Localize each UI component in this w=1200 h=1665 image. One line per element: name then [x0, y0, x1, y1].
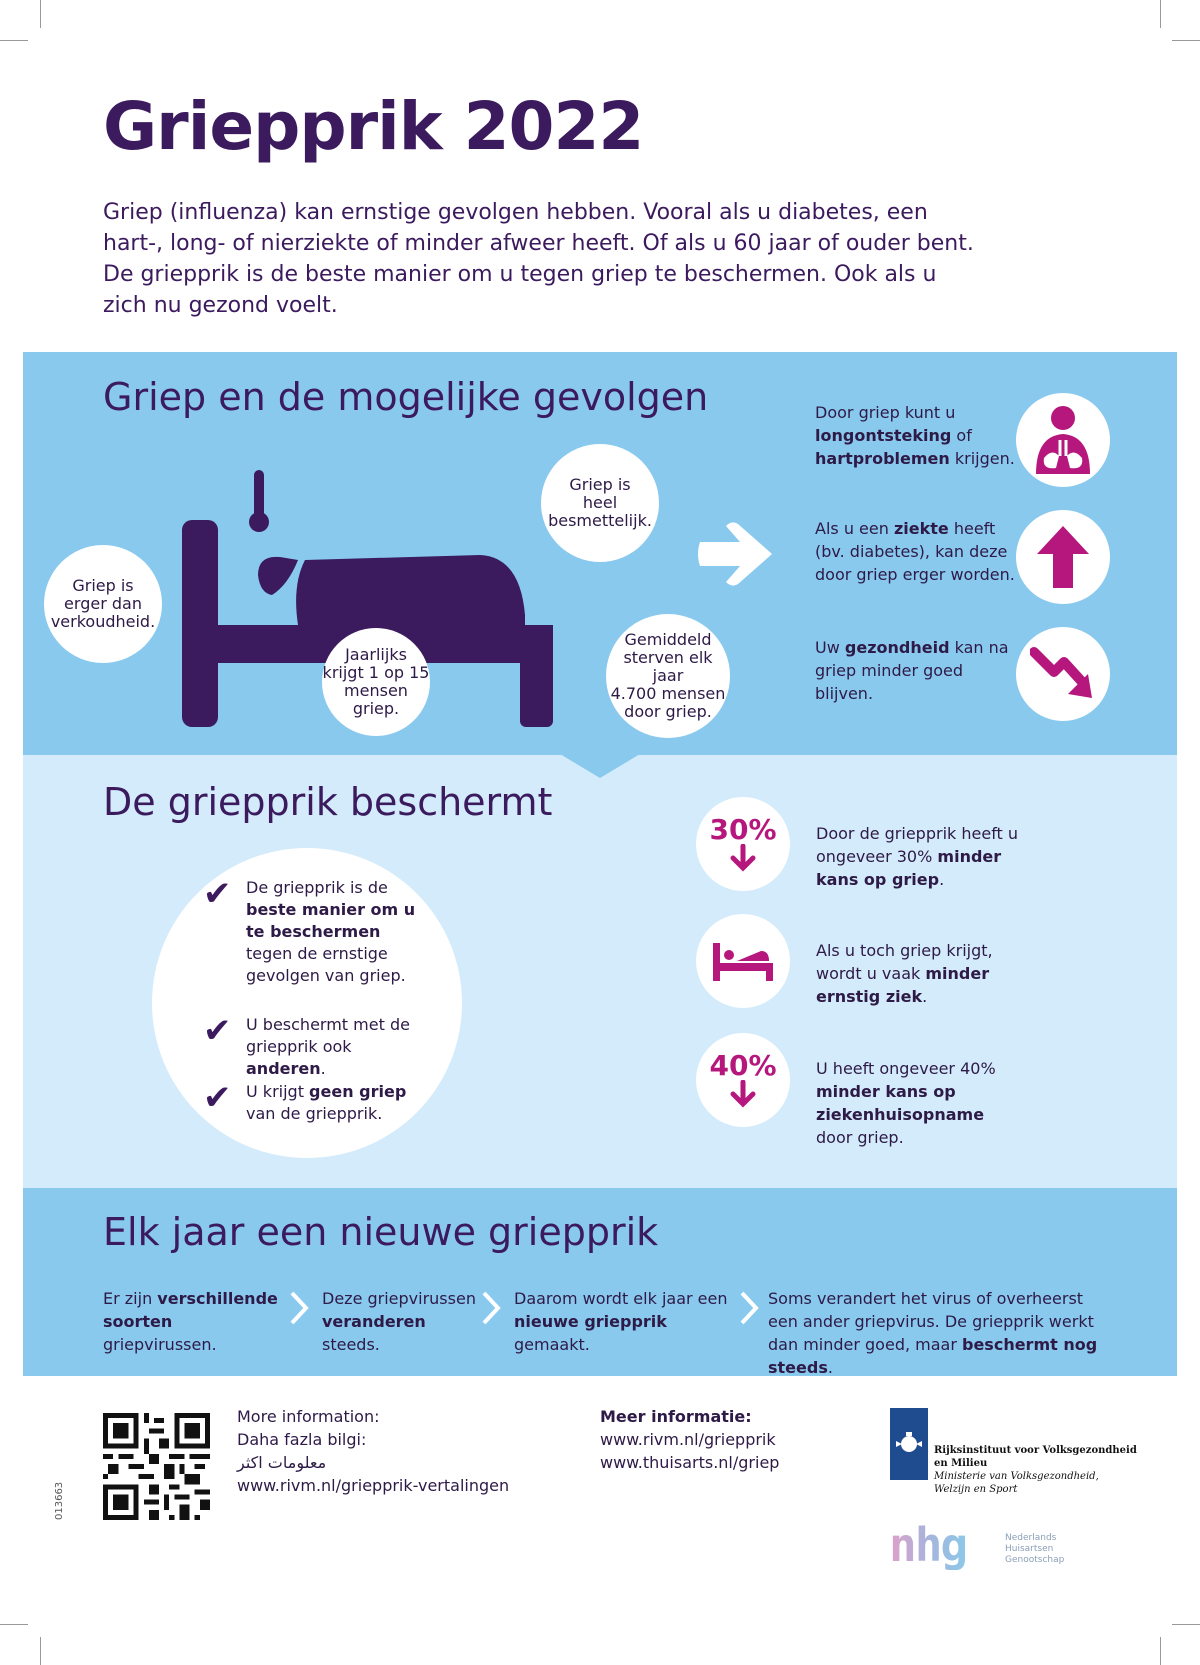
rijkswapen-icon: [894, 1431, 924, 1457]
text-longontsteking: Door griep kunt u longontsteking of hartproblemen krijgen.: [815, 403, 1015, 468]
check-icon: ✔: [203, 1011, 232, 1051]
circle-sterven: Gemiddeld sterven elk jaar 4.700 mensen door griep.: [606, 614, 730, 738]
more-info-block: More information: Daha fazla bilgi: معلومات اكثر www.rivm.nl/griepprik-vertalingen: [237, 1405, 537, 1497]
crop-mark: [0, 40, 28, 41]
section-title-beschermt: De griepprik beschermt: [103, 780, 553, 824]
chevron-right-icon: [288, 1290, 310, 1326]
text-40-percent: U heeft ongeveer 40% minder kans op ziekenhuisopname door griep.: [816, 1059, 996, 1147]
circle-erger: Griep is erger dan verkoudheid.: [44, 545, 162, 663]
crop-mark: [40, 0, 41, 28]
text-gezondheid: Uw gezondheid kan na griep minder goed blijven.: [815, 638, 1009, 703]
step-3: Daarom wordt elk jaar een nieuwe griepprik gemaakt.: [514, 1289, 728, 1354]
crop-mark: [1160, 0, 1161, 28]
circle-besmettelijk: Griep is heel besmettelijk.: [541, 444, 659, 562]
check-text-beste: De griepprik is de beste manier om u te beschermen tegen de ernstige gevolgen van griep.: [246, 878, 416, 985]
crop-mark: [1160, 1637, 1161, 1665]
lungs-icon: [1016, 393, 1110, 487]
circle-jaarlijks: Jaarlijks krijgt 1 op 15 mensen griep.: [322, 628, 430, 736]
chevron-right-icon: [738, 1290, 760, 1326]
check-icon: ✔: [203, 1078, 232, 1118]
text-minder-ziek: Als u toch griep krijgt, wordt u vaak minder ernstig ziek.: [816, 941, 993, 1006]
check-icon: ✔: [203, 874, 232, 914]
crop-mark: [0, 1624, 28, 1625]
pointer-triangle: [560, 754, 640, 780]
step-4: Soms verandert het virus of overheerst een ander griepvirus. De griepprik werkt dan minder goed, maar beschermt nog steeds.: [768, 1289, 1098, 1377]
check-text-geen-griep: U krijgt geen griep van de griepprik.: [246, 1082, 407, 1123]
bed-icon: [696, 914, 790, 1008]
qr-code-icon[interactable]: [103, 1413, 210, 1520]
section-title-gevolgen: Griep en de mogelijke gevolgen: [103, 375, 709, 419]
arrow-down-icon: [730, 844, 756, 872]
chevron-right-icon: [480, 1290, 502, 1326]
print-code: 013663: [54, 1481, 65, 1520]
arrow-right-icon: [696, 518, 778, 590]
page-title: Griepprik 2022: [103, 88, 644, 165]
step-2: Deze griepvirussen veranderen steeds.: [322, 1289, 476, 1354]
link-vertalingen[interactable]: www.rivm.nl/griepprik-vertalingen: [237, 1476, 510, 1495]
step-1: Er zijn verschillende soorten griepvirussen.: [103, 1289, 278, 1354]
link-rivm-griepprik[interactable]: www.rivm.nl/griepprik: [600, 1430, 776, 1449]
crop-mark: [40, 1637, 41, 1665]
crop-mark: [1172, 40, 1200, 41]
link-thuisarts-griep[interactable]: www.thuisarts.nl/griep: [600, 1453, 780, 1472]
trend-down-icon: [1016, 627, 1110, 721]
badge-40-percent: 40%: [696, 1033, 790, 1127]
check-text-anderen: U beschermt met de griepprik ook anderen.: [246, 1015, 410, 1078]
nhg-text: Nederlands Huisartsen Genootschap: [1005, 1533, 1065, 1565]
intro-text: Griep (influenza) kan ernstige gevolgen hebben. Vooral als u diabetes, een hart-, long- of nierziekte of minder afweer heeft. Of als u 60 jaar of ouder bent. De griepprik is de beste manier om u tegen griep te beschermen. Ook als u zich nu gezond voelt.: [103, 200, 974, 318]
crop-mark: [1172, 1624, 1200, 1625]
text-ziekte: Als u een ziekte heeft (bv. diabetes), kan deze door griep erger worden.: [815, 519, 1015, 584]
nhg-logo: nhg: [889, 1518, 967, 1572]
meer-info-block: Meer informatie: www.rivm.nl/griepprik www.thuisarts.nl/griep: [600, 1405, 820, 1474]
arrow-up-icon: [1016, 510, 1110, 604]
text-30-percent: Door de griepprik heeft u ongeveer 30% minder kans op griep.: [816, 824, 1019, 889]
arrow-down-icon: [730, 1080, 756, 1108]
rivm-logo: [890, 1408, 928, 1480]
rivm-text: Rijksinstituut voor Volksgezondheid en Milieu Ministerie van Volksgezondheid, Welzijn en Sport: [934, 1445, 1137, 1495]
section-title-nieuwe-griepprik: Elk jaar een nieuwe griepprik: [103, 1210, 659, 1254]
badge-30-percent: 30%: [696, 797, 790, 891]
